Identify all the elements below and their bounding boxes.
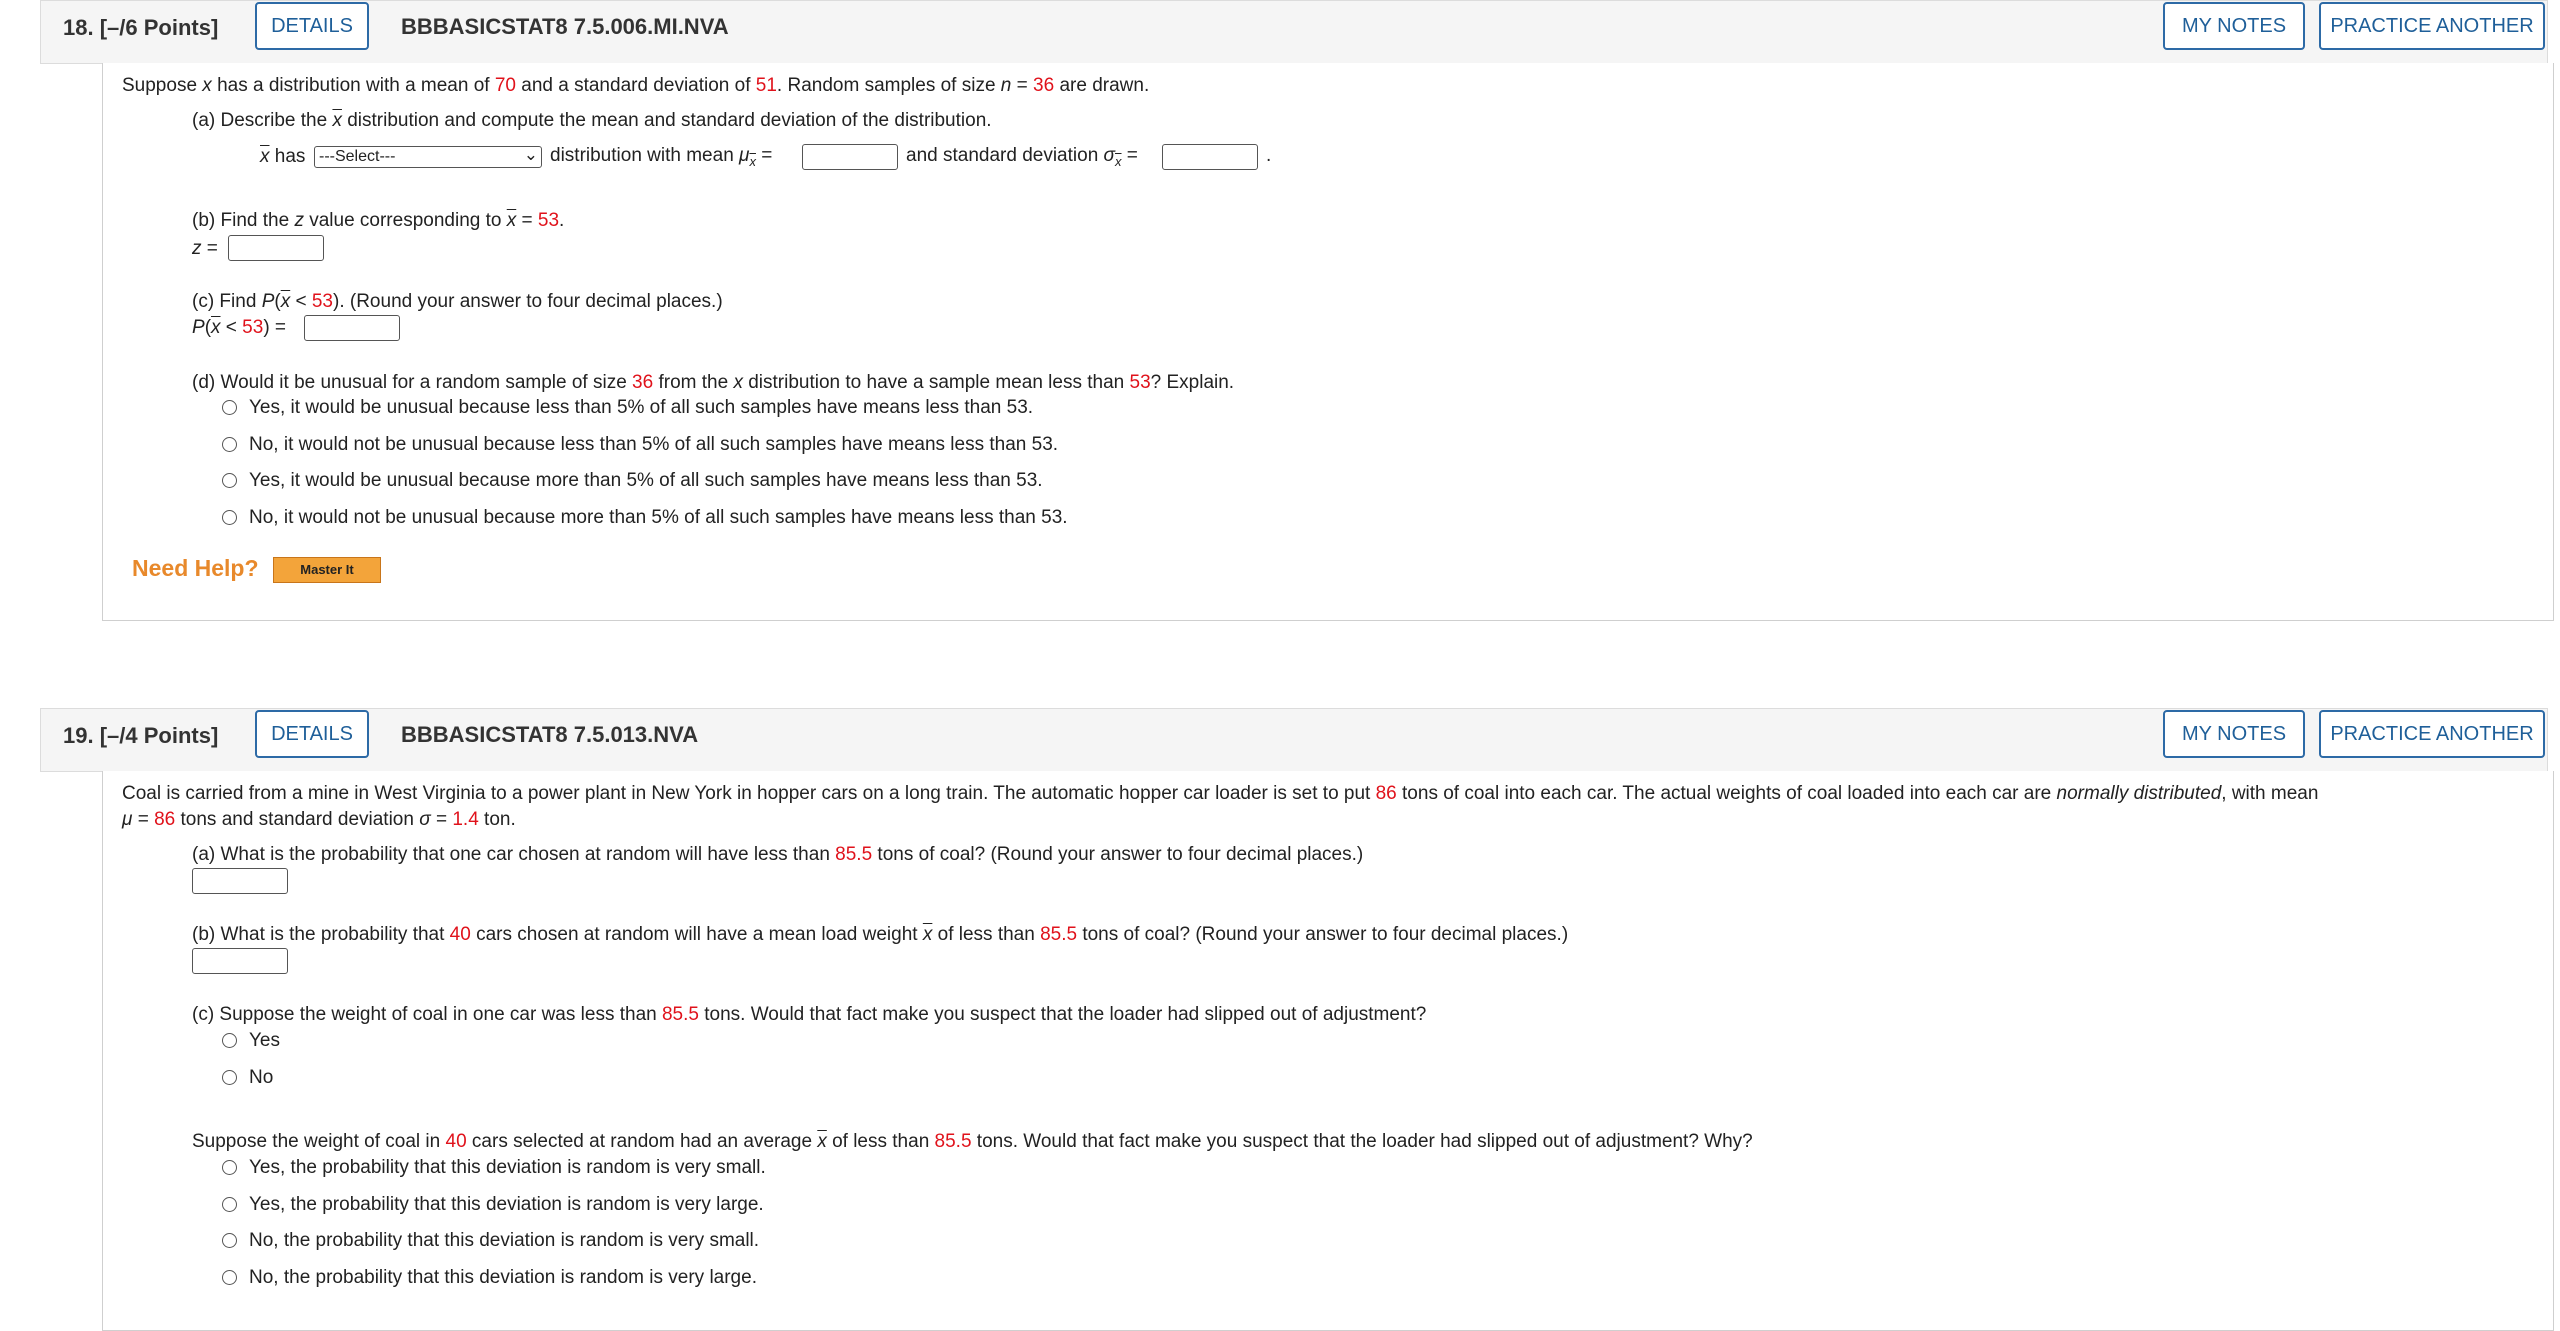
q19-d-option-2-label: Yes, the probability that this deviation is random is very large.	[249, 1194, 764, 1215]
q18-details-button[interactable]: DETAILS	[255, 2, 369, 50]
q18-part-d-prompt: (d) Would it be unusual for a random sample of size 36 from the x distribution to have a sample mean less than 53? Explain.	[192, 372, 1235, 393]
q18-d-option-1-label: Yes, it would be unusual because less than 5% of all such samples have means less than 53.	[249, 397, 1034, 418]
q18-distribution-select[interactable]: ---Select--- ⌄	[314, 146, 542, 168]
q18-mean-input[interactable]	[802, 144, 898, 170]
q19-intro-line-2: μ = 86 tons and standard deviation σ = 1.4 ton.	[122, 809, 516, 830]
q18-part-b-prompt: (b) Find the z value corresponding to $\overline{x} = 53$.	[192, 210, 565, 231]
q19-c-option-yes-label: Yes	[249, 1030, 280, 1051]
q19-practice-another-button[interactable]: PRACTICE ANOTHER	[2319, 710, 2545, 758]
q18-d-option-1-radio[interactable]	[222, 400, 237, 415]
q19-details-button[interactable]: DETAILS	[255, 710, 369, 758]
q19-part-c-prompt: (c) Suppose the weight of coal in one car was less than 85.5 tons. Would that fact make you suspect that the loader had slipped out of adjustment?	[192, 1004, 1427, 1025]
q19-c-option-no-label: No	[249, 1067, 274, 1088]
q18-mean-label: distribution with mean $\mu_{\overline{x}}$ =	[550, 145, 773, 169]
q18-need-help-label: Need Help?	[132, 555, 259, 581]
q19-d-option-1-radio[interactable]	[222, 1160, 237, 1175]
q18-d-option-4-label: No, it would not be unusual because more than 5% of all such samples have means less than 53.	[249, 507, 1068, 528]
q19-header	[40, 708, 2548, 772]
q18-part-a-label: $\overline{x}$ has	[260, 146, 306, 167]
q19-problem-code: BBBASICSTAT8 7.5.013.NVA	[401, 722, 699, 747]
q19-d-option-3-label: No, the probability that this deviation is random is very small.	[249, 1230, 760, 1251]
q19-number: 19. [–/4 Points]	[63, 723, 219, 748]
q18-sd-label: and standard deviation $\sigma_{\overline{x}}$ =	[906, 145, 1138, 169]
q19-d-option-1-label: Yes, the probability that this deviation is random is very small.	[249, 1157, 766, 1178]
q19-part-a-input[interactable]	[192, 868, 288, 894]
q19-c-option-no-radio[interactable]	[222, 1070, 237, 1085]
q18-z-input[interactable]	[228, 235, 324, 261]
q18-part-a-period: .	[1266, 145, 1272, 166]
q18-header	[40, 0, 2548, 64]
q18-d-option-3-label: Yes, it would be unusual because more than 5% of all such samples have means less than 53.	[249, 470, 1043, 491]
q18-part-b-label: z =	[192, 238, 218, 259]
q18-part-c-prompt: (c) Find $P(\overline{x} < 53)$. (Round your answer to four decimal places.)	[192, 291, 723, 312]
q19-d-option-3-radio[interactable]	[222, 1233, 237, 1248]
q18-d-option-3-radio[interactable]	[222, 473, 237, 488]
q18-d-option-4-radio[interactable]	[222, 510, 237, 525]
q19-part-a-prompt: (a) What is the probability that one car chosen at random will have less than 85.5 tons of coal? (Round your answer to four decimal places.)	[192, 844, 1364, 865]
q19-part-b-input[interactable]	[192, 948, 288, 974]
chevron-down-icon: ⌄	[523, 145, 538, 164]
q19-c-option-yes-radio[interactable]	[222, 1033, 237, 1048]
q18-problem-code: BBBASICSTAT8 7.5.006.MI.NVA	[401, 14, 729, 39]
q18-d-option-2-label: No, it would not be unusual because less than 5% of all such samples have means less than 53.	[249, 434, 1059, 455]
q18-my-notes-button[interactable]: MY NOTES	[2163, 2, 2305, 50]
q18-part-c-label: $P(\overline{x} < 53)$ =	[192, 317, 287, 338]
q19-my-notes-button[interactable]: MY NOTES	[2163, 710, 2305, 758]
q18-d-option-2-radio[interactable]	[222, 437, 237, 452]
q19-d-option-4-label: No, the probability that this deviation is random is very large.	[249, 1267, 757, 1288]
q18-number: 18. [–/6 Points]	[63, 15, 219, 40]
q18-master-it-button[interactable]: Master It	[273, 557, 381, 583]
q19-part-d-prompt: Suppose the weight of coal in 40 cars selected at random had an average $\overline{x}$ of less than 85.5 tons. Would that fact make you suspect that the loader had slipped out of adjustment? Why?	[192, 1131, 1753, 1152]
q19-d-option-4-radio[interactable]	[222, 1270, 237, 1285]
q18-sd-input[interactable]	[1162, 144, 1258, 170]
q18-probability-input[interactable]	[304, 315, 400, 341]
q19-part-b-prompt: (b) What is the probability that 40 cars chosen at random will have a mean load weight $\overline{x}$ of less than 85.5 tons of coal? (Round your answer to four decimal places.)	[192, 924, 1569, 945]
q19-intro-line-1: Coal is carried from a mine in West Virginia to a power plant in New York in hopper cars on a long train. The automatic hopper car loader is set to put 86 tons of coal into each car. The actual weights of coal loaded into each car are normally distributed, with mean	[122, 783, 2319, 804]
q18-part-a-prompt: (a) Describe the $\overline{x}$ distribution and compute the mean and standard deviation of the distribution.	[192, 110, 992, 131]
q18-intro: Suppose x has a distribution with a mean of 70 and a standard deviation of 51. Random samples of size n = 36 are drawn.	[122, 75, 1150, 96]
q18-practice-another-button[interactable]: PRACTICE ANOTHER	[2319, 2, 2545, 50]
q19-d-option-2-radio[interactable]	[222, 1197, 237, 1212]
